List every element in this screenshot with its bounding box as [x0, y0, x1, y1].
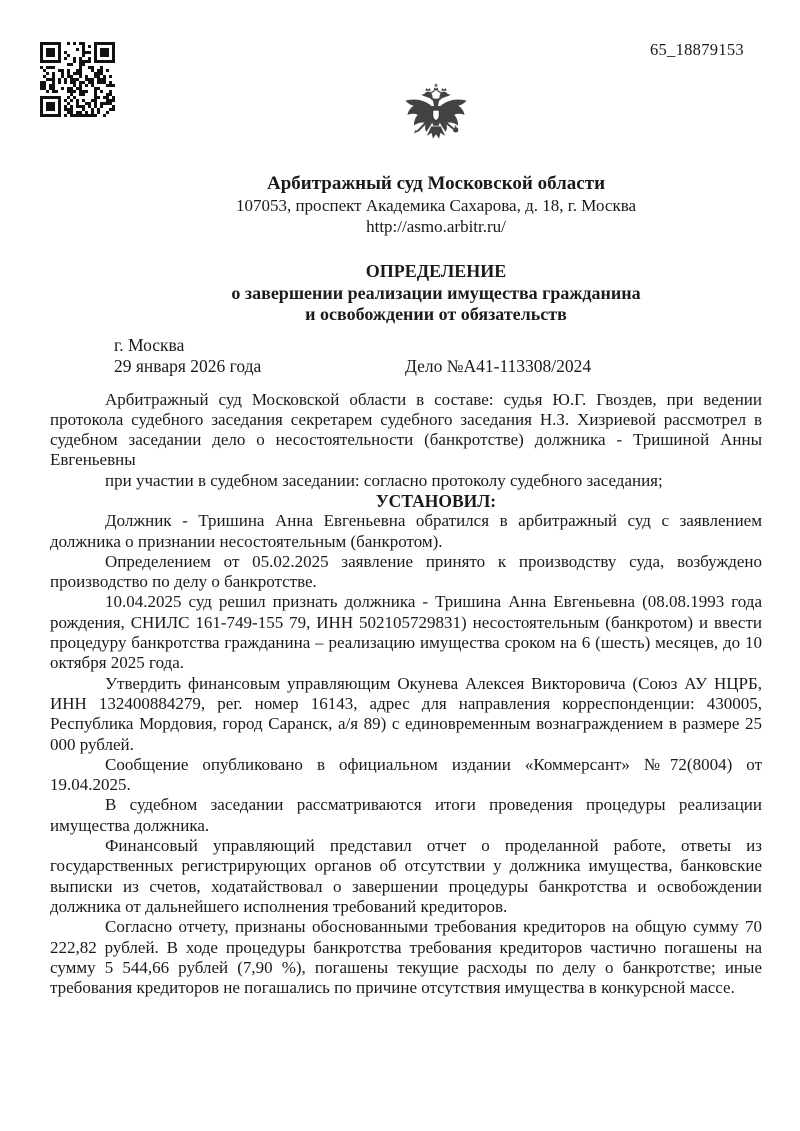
- shield-shape: [433, 110, 440, 120]
- intro-paragraphs: [50, 390, 762, 491]
- body-paragraph: Финансовый управляющий представил отчет о проделанной работе, ответы из государственных регистрирующих органов об отсутствии у должника имущества, банковские выписки из счетов, ходатайствовал о завершении процедуры банкротства и освобождении должника от дальнейшего исполнения требований кредиторов.: [50, 836, 762, 916]
- body-paragraph: Утвердить финансовым управляющим Окунева Алексея Викторовича (Союз АУ НЦРБ, ИНН 132400884279, рег. номер 16143, адрес для направления корреспонденции: 430005, Республика Мордовия, город Саранск, а/я 89) с единовременным вознаграждением в размере 25 000 рублей.: [50, 673, 762, 754]
- date-case-row: [50, 356, 762, 377]
- body-paragraph: В судебном заседании рассматриваются итоги проведения процедуры реализации имущества должника.: [50, 795, 762, 835]
- title-line-3: и освобождении от обязательств: [305, 304, 567, 324]
- body-paragraph: Сообщение опубликовано в официальном издании «Коммерсант» №72(8004) от 19.04.2025.: [50, 754, 762, 795]
- title-line-2: о завершении реализации имущества гражданина: [231, 282, 641, 303]
- court-name: Арбитражный суд Московской области: [266, 173, 606, 194]
- body-paragraph: Арбитражный суд Московской области в составе: судья Ю.Г. Гвоздев, при ведении протокола судебного заседания секретарем судебного заседания Н.З. Хизриевой рассмотрел в судебном заседании дело о несостоятельности (банкротстве) должника - Тришиной Анны Евгеньевны: [50, 389, 762, 470]
- body-paragraph: Согласно отчету, признаны обоснованными требования кредиторов на общую сумму 70 222,82 рублей. В ходе процедуры банкротства требования кредиторов частично погашены на сумму 5 544,66 рублей (7,90 %), погашены текущие расходы по делу о банкротстве; иные требования кредиторов не погашались по причине отсутствия имущества в конкурсной массе.: [50, 917, 762, 998]
- court-address: 107053, проспект Академика Сахарова, д. 18, г. Москва: [235, 196, 637, 215]
- body-paragraph: Должник - Тришина Анна Евгеньевна обратился в арбитражный суд с заявлением должника о признании несостоятельным (банкротом).: [50, 511, 762, 551]
- hearing-city: г. Москва: [114, 334, 185, 355]
- main-paragraphs: [50, 511, 762, 998]
- coat-of-arms-icon: [402, 83, 470, 161]
- body-paragraph: 10.04.2025 суд решил признать должника - Тришина Анна Евгеньевна (08.08.1993 года рождения, СНИЛС 161-749-155 79, ИНН 502105729831) несостоятельным (банкротом) и ввести процедуру банкротства гражданина – реализацию имущества сроком на 6 (шесть) месяцев, до 10 октября 2025 года.: [50, 592, 762, 673]
- ustanovil-heading: УСТАНОВИЛ:: [375, 490, 497, 511]
- court-header: [80, 0, 792, 237]
- case-number: Дело №А41-113308/2024: [405, 355, 592, 376]
- document-number: 65_18879153: [649, 40, 744, 59]
- document-body: [50, 390, 762, 999]
- case-info: [50, 335, 762, 377]
- body-paragraph: при участии в судебном заседании: согласно протоколу судебного заседания;: [105, 470, 663, 490]
- title-line-1: ОПРЕДЕЛЕНИЕ: [365, 261, 507, 281]
- hearing-date: 29 января 2026 года: [114, 355, 262, 376]
- court-website: http://asmo.arbitr.ru/: [366, 217, 506, 236]
- document-title: [80, 261, 792, 326]
- body-paragraph: Определением от 05.02.2025 заявление принято к производству суда, возбуждено производство по делу о банкротстве.: [50, 551, 762, 592]
